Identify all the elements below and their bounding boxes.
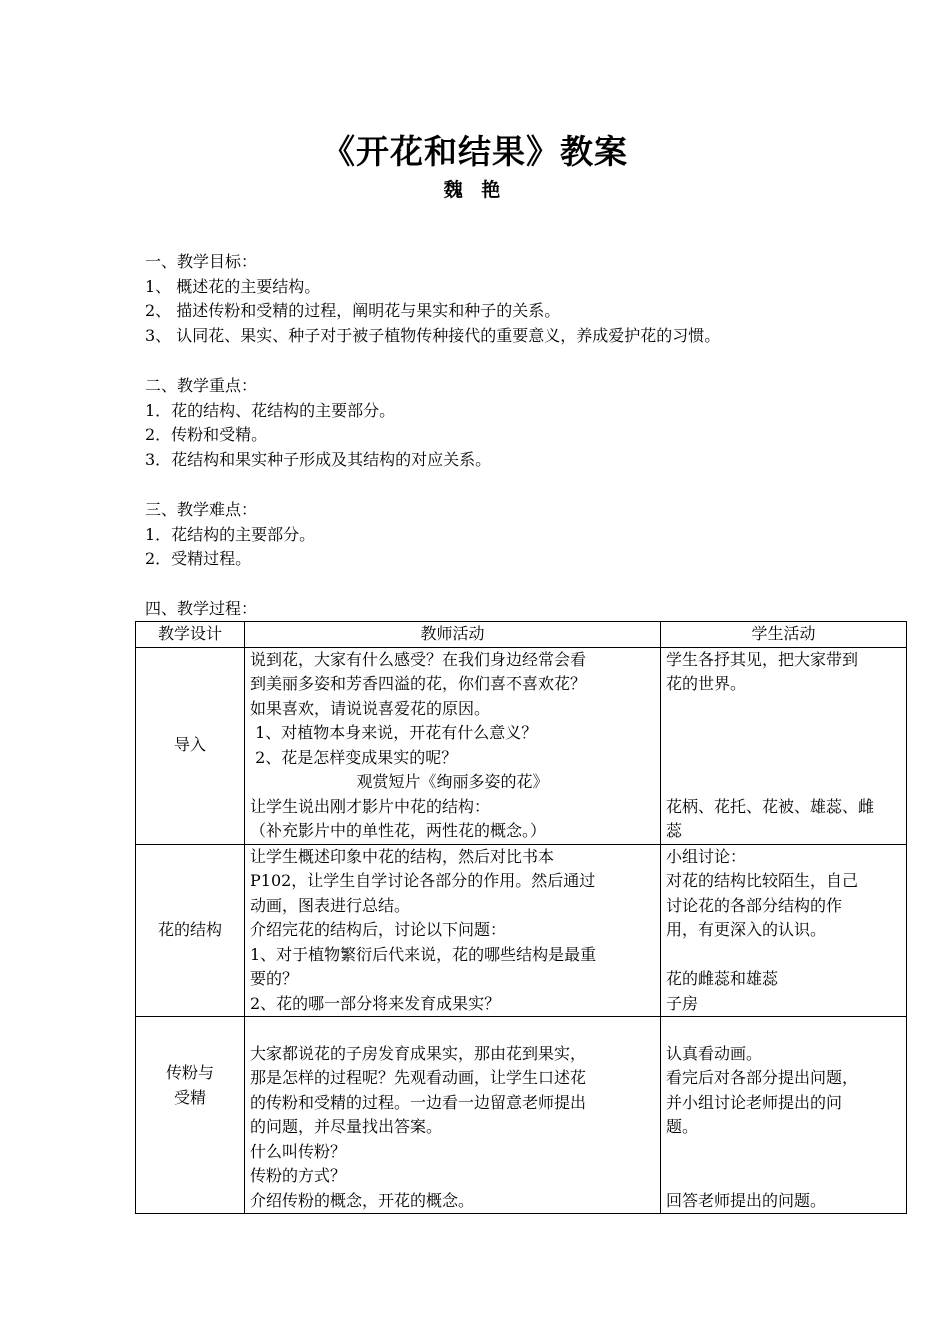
- text-line: 讨论花的各部分结构的作: [666, 895, 843, 915]
- table-row: [136, 844, 907, 1017]
- text-line: 观赏短片《绚丽多姿的花》: [356, 772, 549, 791]
- blank-line: [666, 1017, 901, 1042]
- stage-label: 受精: [173, 1087, 206, 1107]
- text-line: 1、对于植物繁衍后代来说，花的哪些结构是最重: [250, 944, 597, 964]
- column-header-design: 教学设计: [136, 622, 245, 648]
- text-line: 用，有更深入的认识。: [666, 920, 827, 939]
- section-heading: 四、教学过程：: [145, 599, 258, 618]
- list-item: 2、 描述传粉和受精的过程，阐明花与果实和种子的关系。: [145, 301, 561, 320]
- list-item: 1．花的结构、花结构的主要部分。: [145, 400, 396, 420]
- stage-label: 导入: [173, 735, 206, 755]
- text-line: 花的世界。: [666, 674, 747, 693]
- blank-line: [666, 746, 901, 771]
- list-item: 1．花结构的主要部分。: [145, 524, 316, 544]
- text-line: 对花的结构比较陌生，自己: [666, 871, 859, 890]
- blank-line: [666, 770, 901, 795]
- blank-line: [666, 697, 901, 722]
- text-line: 如果喜欢，请说说喜爱花的原因。: [250, 698, 491, 718]
- document-title: 《开花和结果》教案: [322, 132, 628, 171]
- stage-cell: [136, 844, 245, 1017]
- text-line: 看完后对各部分提出问题，: [666, 1068, 859, 1087]
- text-line: 的传粉和受精的过程。一边看一边留意老师提出: [250, 1092, 587, 1112]
- text-line: 蕊: [666, 821, 683, 840]
- table-header-row: [136, 622, 907, 648]
- section-goals: [145, 250, 720, 348]
- text-line: （补充影片中的单性花，两性花的概念。）: [250, 821, 547, 840]
- table-row: [136, 647, 907, 844]
- teacher-activity-cell: [245, 844, 661, 1017]
- list-item: 3．花结构和果实种子形成及其结构的对应关系。: [145, 449, 492, 469]
- section-key-points: [145, 374, 491, 472]
- blank-line: [666, 721, 901, 746]
- text-line: 说到花，大家有什么感受？在我们身边经常会看: [250, 649, 587, 669]
- teacher-activity-cell: [245, 1017, 661, 1214]
- section-heading: 一、教学目标：: [145, 252, 258, 271]
- text-line: 要的？: [250, 969, 299, 988]
- stage-label: 花的结构: [157, 920, 222, 939]
- text-line: 花柄、花托、花被、雄蕊、雌: [666, 796, 875, 816]
- text-line: 让学生说出刚才影片中花的结构：: [250, 796, 491, 816]
- blank-line: [666, 1140, 901, 1165]
- column-header-teacher: 教师活动: [245, 622, 661, 648]
- text-line: 介绍传粉的概念，开花的概念。: [250, 1190, 475, 1210]
- list-item: 3、 认同花、果实、种子对于被子植物传种接代的重要意义，养成爱护花的习惯。: [145, 325, 721, 345]
- text-line: 花的雌蕊和雄蕊: [666, 969, 779, 988]
- list-item: 2．传粉和受精。: [145, 425, 268, 444]
- section-process: [145, 597, 257, 622]
- text-line: 子房: [666, 993, 699, 1013]
- blank-line: [666, 1164, 901, 1189]
- stage-label: 传粉与: [165, 1063, 214, 1082]
- text-line: 让学生概述印象中花的结构，然后对比书本: [250, 846, 555, 866]
- text-line: 认真看动画。: [666, 1043, 763, 1063]
- text-line: 小组讨论：: [666, 846, 747, 866]
- column-header-student: 学生活动: [661, 622, 907, 648]
- blank-line: [250, 1017, 655, 1042]
- text-line: 2、花的哪一部分将来发育成果实？: [250, 993, 501, 1013]
- text-line: 的问题，并尽量找出答案。: [250, 1117, 443, 1136]
- student-activity-cell: [661, 647, 907, 844]
- text-line: 动画，图表进行总结。: [250, 895, 411, 915]
- text-line: 并小组讨论老师提出的问: [666, 1092, 843, 1112]
- list-item: 2．受精过程。: [145, 549, 252, 568]
- text-line: 什么叫传粉？: [250, 1141, 347, 1161]
- section-heading: 二、教学重点：: [145, 376, 258, 395]
- list-item: 1、 概述花的主要结构。: [145, 276, 321, 296]
- student-activity-cell: [661, 1017, 907, 1214]
- stage-cell: [136, 1017, 245, 1214]
- stage-cell: [136, 647, 245, 844]
- teaching-process-table: [135, 621, 907, 1214]
- student-activity-cell: [661, 844, 907, 1017]
- text-line: 1、对植物本身来说，开花有什么意义？: [250, 723, 538, 742]
- text-line: 传粉的方式？: [250, 1166, 347, 1185]
- blank-line: [666, 943, 901, 968]
- text-line: 2、花是怎样变成果实的呢？: [250, 747, 458, 767]
- text-line: 那是怎样的过程呢？先观看动画，让学生口述花: [250, 1068, 587, 1087]
- text-line: 大家都说花的子房发育成果实，那由花到果实，: [250, 1043, 587, 1063]
- section-heading: 三、教学难点：: [145, 500, 258, 519]
- teacher-activity-cell: [245, 647, 661, 844]
- table-row: [136, 1017, 907, 1214]
- text-line: 题。: [666, 1117, 699, 1136]
- text-line: 回答老师提出的问题。: [666, 1190, 827, 1210]
- author-name: 魏 艳: [443, 179, 507, 201]
- text-line: 到美丽多姿和芳香四溢的花，你们喜不喜欢花？: [250, 674, 587, 693]
- text-line: 学生各抒其见，把大家带到: [666, 649, 859, 669]
- section-difficulties: [145, 498, 315, 572]
- text-line: 介绍完花的结构后，讨论以下问题：: [250, 920, 507, 939]
- text-line: P102，让学生自学讨论各部分的作用。然后通过: [250, 871, 596, 890]
